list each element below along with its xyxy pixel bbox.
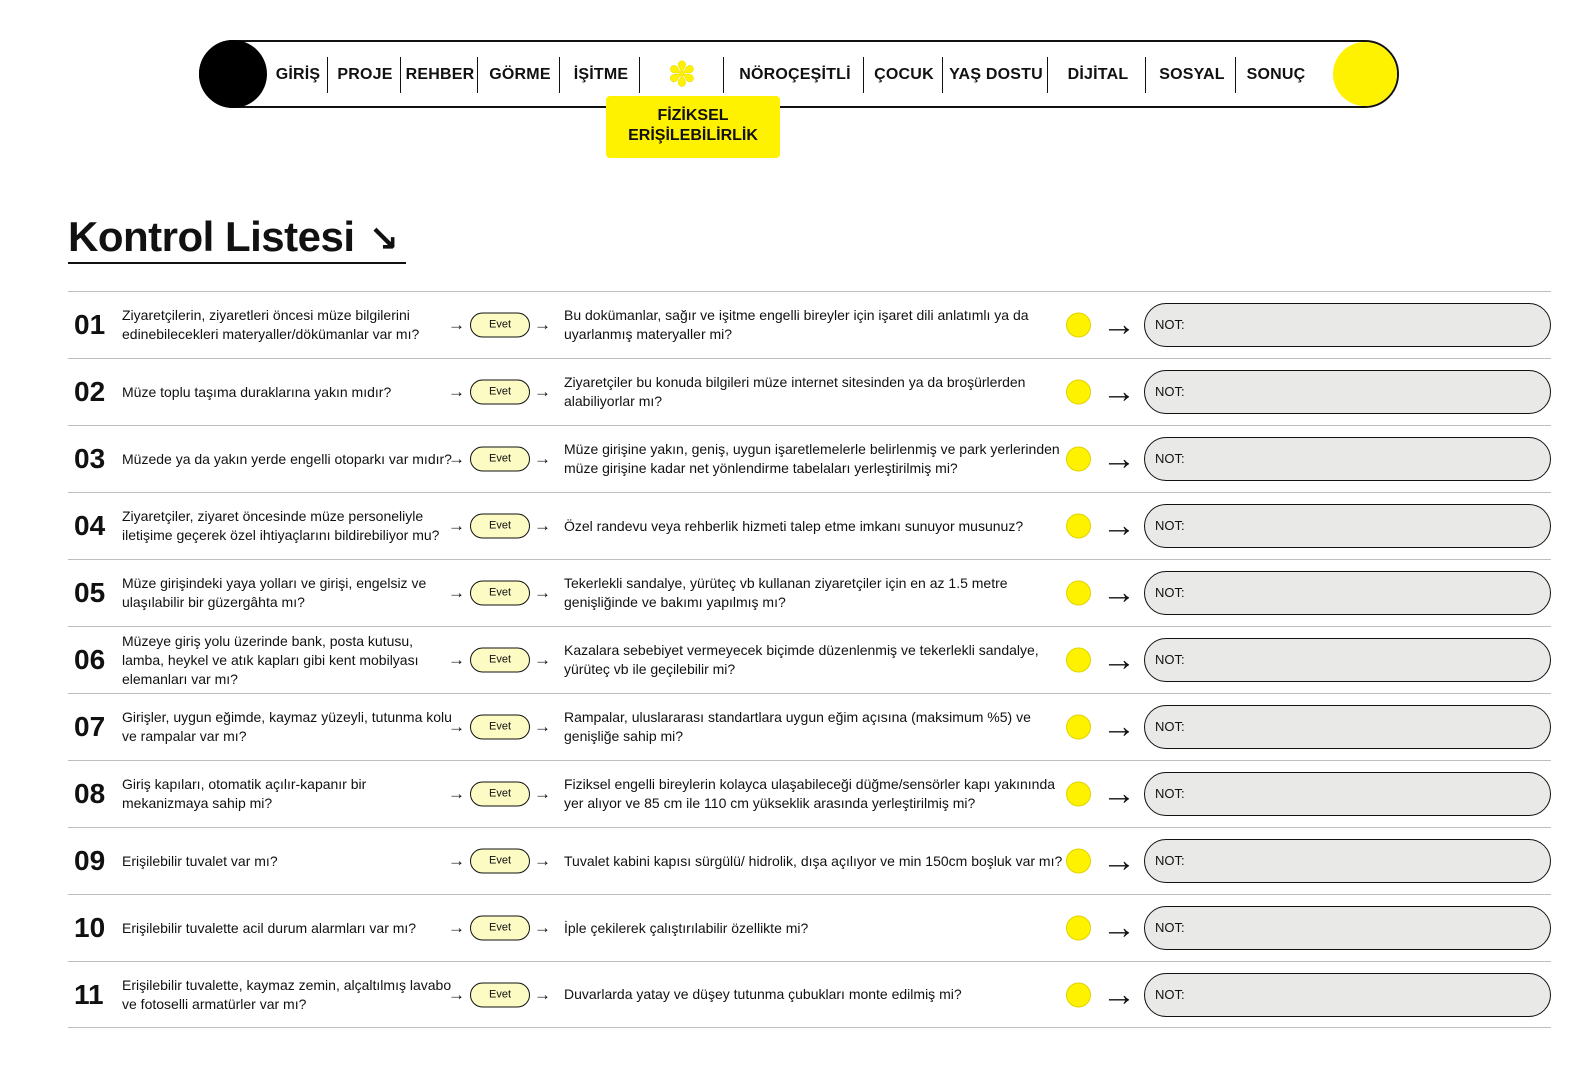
row-question-text: Ziyaretçilerin, ziyaretleri öncesi müze bilgilerini edinebilecekleri materyaller/dökümanlar var mı?: [122, 307, 420, 342]
checklist-row: [68, 827, 1551, 894]
row-followup-question: [564, 828, 1064, 894]
answer-yes-button[interactable]: Evet: [470, 648, 530, 673]
row-question-text: Erişilebilir tuvalette, kaymaz zemin, alçaltılmış lavabo ve fotoselli armatürler var mı?: [122, 976, 452, 1012]
arrow-right-icon: →: [448, 851, 465, 870]
row-followup-text: Özel randevu veya rehberlik hizmeti talep etme imkanı sunuyor musunuz?: [564, 517, 1024, 534]
arrow-right-icon: →: [534, 382, 551, 401]
checklist-row: [68, 358, 1551, 425]
active-tab-line2: ERİŞİLEBİLİRLİK: [628, 127, 758, 144]
row-followup-text: Tuvalet kabini kapısı sürgülü/ hidrolik, dışa açılıyor ve min 150cm boşluk var mı?: [564, 852, 1063, 869]
row-followup-question: [564, 627, 1064, 693]
row-followup-text: Duvarlarda yatay ve düşey tutunma çubukları monte edilmiş mi?: [564, 986, 962, 1002]
nav-divider: [477, 57, 478, 93]
nav-divider: [942, 57, 943, 93]
row-number: 02: [74, 376, 106, 407]
note-field[interactable]: NOT:: [1144, 504, 1551, 548]
arrow-right-bold-icon: →: [1102, 372, 1136, 411]
row-followup-question: [564, 895, 1064, 961]
nav-item-giris[interactable]: GİRİŞ: [275, 66, 321, 83]
row-followup-question: [564, 761, 1064, 827]
answer-yes-button[interactable]: Evet: [470, 514, 530, 539]
checklist-row: [68, 492, 1551, 559]
arrow-right-icon: →: [534, 918, 551, 937]
row-followup-text: Rampalar, uluslararası standartlara uygun eğim açısına (maksimum %5) ve genişliğe sahip mi?: [564, 709, 1031, 744]
arrow-right-bold-icon: →: [1102, 573, 1136, 612]
yellow-check-dot[interactable]: [1066, 849, 1091, 874]
arrow-right-icon: →: [448, 382, 465, 401]
arrow-right-bold-icon: →: [1102, 439, 1136, 478]
checklist-row: [68, 693, 1551, 760]
arrow-right-bold-icon: →: [1102, 305, 1136, 344]
arrow-right-bold-icon: →: [1102, 640, 1136, 679]
active-tab-line1: FİZİKSEL: [657, 107, 729, 124]
answer-yes-button[interactable]: Evet: [470, 447, 530, 472]
row-question: [122, 560, 452, 626]
arrow-right-bold-icon: →: [1102, 707, 1136, 746]
nav-item-proje[interactable]: PROJE: [337, 66, 393, 83]
row-question: [122, 895, 452, 961]
row-question-text: Giriş kapıları, otomatik açılır-kapanır bir mekanizmaya sahip mi?: [122, 776, 367, 811]
note-field[interactable]: NOT:: [1144, 437, 1551, 481]
arrow-right-icon: →: [534, 449, 551, 468]
row-number: 06: [74, 644, 106, 675]
row-number: 04: [74, 510, 106, 541]
yellow-check-dot[interactable]: [1066, 581, 1091, 606]
checklist-row: [68, 760, 1551, 827]
row-number: 11: [74, 978, 104, 1010]
row-followup-question: [564, 962, 1064, 1027]
row-followup-question: [564, 694, 1064, 760]
row-question-text: Müze toplu taşıma duraklarına yakın mıdır?: [122, 383, 392, 400]
arrow-right-bold-icon: →: [1102, 774, 1136, 813]
row-question-text: Müze girişindeki yaya yolları ve girişi, engelsiz ve ulaşılabilir bir güzergâhta mı?: [122, 575, 427, 610]
arrow-right-icon: →: [448, 583, 465, 602]
checklist-row: [68, 291, 1551, 358]
row-followup-question: [564, 493, 1064, 559]
note-field[interactable]: NOT:: [1144, 303, 1551, 347]
row-question-text: Erişilebilir tuvalette acil durum alarmları var mı?: [122, 919, 417, 936]
nav-item-yas-dostu[interactable]: YAŞ DOSTU: [949, 66, 1043, 83]
note-field[interactable]: NOT:: [1144, 772, 1551, 816]
nav-divider: [863, 57, 864, 93]
arrow-right-icon: →: [534, 650, 551, 669]
row-followup-text: Fiziksel engelli bireylerin kolayca ulaşabileceği düğme/sensörler kapı yakınında yer alıyor ve 85 cm ile 110 cm yükseklik arasında yerleştirilmiş mi?: [564, 776, 1056, 811]
row-question: [122, 694, 452, 760]
row-followup-question: [564, 292, 1064, 358]
arrow-right-icon: →: [448, 315, 465, 334]
nav-item-sonuc[interactable]: SONUÇ: [1246, 66, 1306, 83]
row-question: [122, 761, 452, 827]
checklist-table: [68, 291, 1551, 1028]
note-field[interactable]: NOT:: [1144, 638, 1551, 682]
answer-yes-button[interactable]: Evet: [470, 982, 530, 1007]
asterisk-flower-icon[interactable]: ✽: [667, 56, 697, 94]
answer-yes-button[interactable]: Evet: [470, 782, 530, 807]
arrow-right-bold-icon: →: [1102, 841, 1136, 880]
arrow-right-icon: →: [534, 516, 551, 535]
answer-yes-button[interactable]: Evet: [470, 313, 530, 338]
row-followup-question: [564, 359, 1064, 425]
row-question: [122, 627, 452, 693]
row-question-text: Girişler, uygun eğimde, kaymaz yüzeyli, tutunma kolu ve rampalar var mı?: [122, 709, 452, 744]
note-field[interactable]: NOT:: [1144, 973, 1551, 1017]
row-number: 03: [74, 443, 106, 474]
row-followup-question: [564, 426, 1064, 492]
row-number: 05: [74, 577, 106, 608]
nav-item-rehber[interactable]: REHBER: [405, 66, 475, 83]
arrow-down-right-icon: ↘: [368, 218, 399, 259]
note-field[interactable]: NOT:: [1144, 370, 1551, 414]
arrow-right-bold-icon: →: [1102, 974, 1136, 1013]
nav-item-isitme[interactable]: İŞİTME: [573, 66, 629, 83]
checklist-row: [68, 894, 1551, 961]
nav-item-sosyal[interactable]: SOSYAL: [1159, 66, 1225, 83]
arrow-right-icon: →: [448, 984, 465, 1004]
nav-divider: [400, 57, 401, 93]
row-followup-text: Bu dokümanlar, sağır ve işitme engelli bireyler için işaret dili anlatımlı ya da uyarlanmış materyaller mi?: [564, 307, 1029, 342]
note-field[interactable]: NOT:: [1144, 705, 1551, 749]
nav-item-norocesitli[interactable]: NÖROÇEŞİTLİ: [739, 66, 851, 83]
nav-divider: [1235, 57, 1236, 93]
arrow-right-icon: →: [448, 650, 465, 669]
row-number: 08: [74, 778, 106, 809]
checklist-row: [68, 626, 1551, 693]
arrow-right-icon: →: [448, 784, 465, 803]
row-question: [122, 962, 452, 1027]
arrow-right-icon: →: [448, 717, 465, 736]
answer-yes-button[interactable]: Evet: [470, 380, 530, 405]
page-title-text: Kontrol Listesi: [68, 213, 355, 260]
yellow-check-dot[interactable]: [1066, 447, 1091, 472]
top-navigation: [199, 40, 1399, 108]
checklist-row: [68, 961, 1551, 1028]
nav-divider: [723, 57, 724, 93]
row-followup-question: [564, 560, 1064, 626]
row-number: 09: [74, 845, 106, 876]
arrow-right-icon: →: [534, 717, 551, 736]
checklist-row: [68, 425, 1551, 492]
row-question: [122, 359, 452, 425]
row-question-text: Erişilebilir tuvalet var mı?: [122, 852, 278, 869]
note-field[interactable]: NOT:: [1144, 571, 1551, 615]
black-dot-decoration: [199, 40, 267, 108]
row-followup-text: Müze girişine yakın, geniş, uygun işaretlemelerle belirlenmiş ve park yerlerinden müze girişine kadar net yönlendirme tabelaları yerleştirilmiş mi?: [564, 441, 1060, 476]
page-title: [68, 212, 406, 264]
row-number: 07: [74, 711, 106, 742]
row-followup-text: Kazalara sebebiyet vermeyecek biçimde düzenlenmiş ve tekerlekli sandalye, yürüteç vb ile geçilebilir mi?: [564, 642, 1039, 677]
row-followup-text: İple çekilerek çalıştırılabilir özellikte mi?: [564, 919, 809, 936]
arrow-right-icon: →: [534, 583, 551, 602]
yellow-check-dot[interactable]: [1066, 715, 1091, 740]
row-followup-text: Tekerlekli sandalye, yürüteç vb kullanan ziyaretçiler için en az 1.5 metre genişliğinde ve bakımı yapılmış mı?: [564, 575, 1008, 610]
nav-item-gorme[interactable]: GÖRME: [489, 66, 551, 83]
yellow-check-dot[interactable]: [1066, 982, 1091, 1007]
arrow-right-icon: →: [448, 449, 465, 468]
row-followup-text: Ziyaretçiler bu konuda bilgileri müze internet sitesinden ya da broşürlerden alabiliyorlar mı?: [564, 374, 1026, 409]
checklist-row: [68, 559, 1551, 626]
yellow-check-dot[interactable]: [1066, 380, 1091, 405]
answer-yes-button[interactable]: Evet: [470, 581, 530, 606]
nav-divider: [559, 57, 560, 93]
yellow-check-dot[interactable]: [1066, 313, 1091, 338]
nav-item-fiziksel-erisilebilirlik[interactable]: [606, 96, 780, 158]
note-field[interactable]: NOT:: [1144, 906, 1551, 950]
arrow-right-icon: →: [534, 315, 551, 334]
row-question: [122, 493, 452, 559]
row-question-text: Ziyaretçiler, ziyaret öncesinde müze personeliyle iletişime geçerek özel ihtiyaçlarını bildirebiliyor mu?: [122, 508, 440, 543]
arrow-right-icon: →: [448, 918, 465, 937]
nav-divider: [1047, 57, 1048, 93]
arrow-right-bold-icon: →: [1102, 506, 1136, 545]
arrow-right-icon: →: [534, 984, 551, 1004]
answer-yes-button[interactable]: Evet: [470, 849, 530, 874]
yellow-check-dot[interactable]: [1066, 648, 1091, 673]
nav-divider: [639, 57, 640, 93]
nav-item-dijital[interactable]: DİJİTAL: [1067, 66, 1129, 83]
note-field[interactable]: NOT:: [1144, 839, 1551, 883]
yellow-check-dot[interactable]: [1066, 514, 1091, 539]
nav-item-cocuk[interactable]: ÇOCUK: [874, 66, 934, 83]
row-question: [122, 292, 452, 358]
yellow-check-dot[interactable]: [1066, 916, 1091, 941]
arrow-right-bold-icon: →: [1102, 908, 1136, 947]
nav-divider: [1145, 57, 1146, 93]
nav-divider: [327, 57, 328, 93]
row-question: [122, 426, 452, 492]
arrow-right-icon: →: [534, 851, 551, 870]
arrow-right-icon: →: [534, 784, 551, 803]
answer-yes-button[interactable]: Evet: [470, 916, 530, 941]
yellow-dot-decoration: [1333, 42, 1397, 106]
row-question-text: Müzeye giriş yolu üzerinde bank, posta kutusu, lamba, heykel ve atık kapları gibi kent mobilyası elemanları var mı?: [122, 632, 419, 687]
yellow-check-dot[interactable]: [1066, 782, 1091, 807]
arrow-right-icon: →: [448, 516, 465, 535]
row-question: [122, 828, 452, 894]
row-question-text: Müzede ya da yakın yerde engelli otoparkı var mıdır?: [122, 450, 452, 467]
row-number: 10: [74, 912, 106, 943]
row-number: 01: [74, 309, 106, 340]
answer-yes-button[interactable]: Evet: [470, 715, 530, 740]
